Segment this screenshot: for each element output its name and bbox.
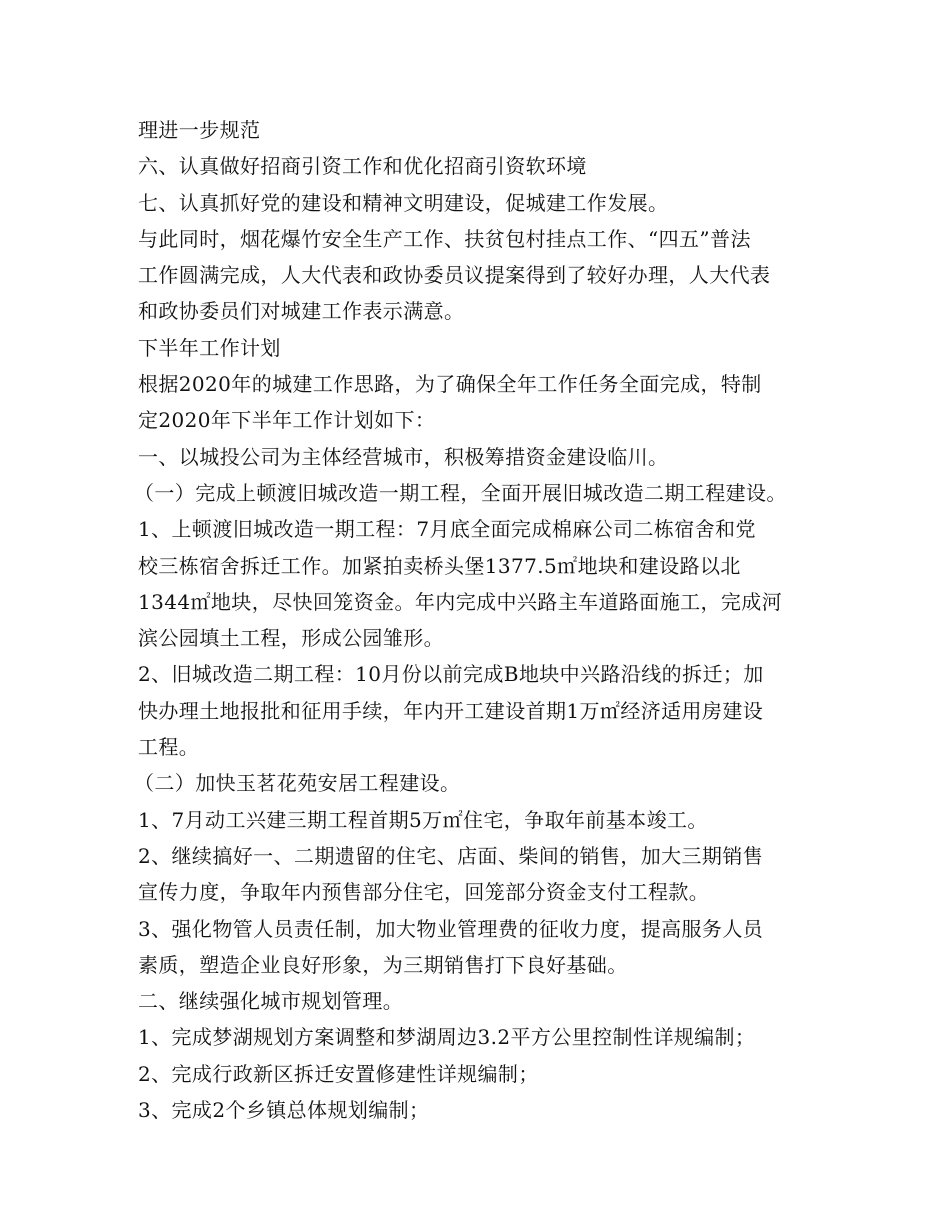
document-body — [134, 112, 828, 1128]
text-line: 快办理土地报批和征用手续，年内开工建设首期1万㎡经济适用房建设 — [138, 698, 764, 723]
text-line: 1、上顿渡旧城改造一期工程：7月底全面完成棉麻公司二栋宿舍和党 — [138, 517, 756, 542]
section-heading-1: 一、以城投公司为主体经营城市，积极筹措资金建设临川。 — [138, 444, 669, 469]
text-line: 1、7月动工兴建三期工程首期5万㎡住宅，争取年前基本竣工。 — [138, 807, 708, 832]
section-heading-6: 六、认真做好招商引资工作和优化招商引资软环境 — [138, 154, 587, 179]
subsection-heading-2: （二）加快玉茗花苑安居工程建设。 — [134, 771, 461, 796]
section-heading-2: 二、继续强化城市规划管理。 — [138, 989, 404, 1014]
text-line: 2、完成行政新区拆迁安置修建性详规编制； — [138, 1061, 539, 1086]
text-line: 1、完成梦湖规划方案调整和梦湖周边3.2平方公里控制性详规编制； — [138, 1025, 756, 1050]
text-line: 滨公园填土工程，形成公园雏形。 — [138, 626, 444, 651]
text-line: 1344㎡地块，尽快回笼资金。年内完成中兴路主车道路面施工，完成河 — [138, 589, 783, 614]
text-line: 3、强化物管人员责任制，加大物业管理费的征收力度，提高服务人员 — [138, 916, 764, 941]
text-line: 3、完成2个乡镇总体规划编制； — [138, 1098, 430, 1123]
text-line: 校三栋宿舍拆迁工作。加紧拍卖桥头堡1377.5㎡地块和建设路以北 — [138, 553, 741, 578]
text-line: 根据2020年的城建工作思路，为了确保全年工作任务全面完成，特制 — [138, 372, 762, 397]
section-heading-7: 七、认真抓好党的建设和精神文明建设，促城建工作发展。 — [138, 190, 669, 215]
text-line: 工作圆满完成，人大代表和政协委员议提案得到了较好办理，人大代表 — [138, 263, 771, 288]
text-line: 理进一步规范 — [138, 118, 261, 142]
subtitle-plan: 下半年工作计划 — [138, 335, 281, 360]
text-line: 与此同时，烟花爆竹安全生产工作、扶贫包村挂点工作、“四五”普法 — [138, 226, 751, 251]
text-line: 定2020年下半年工作计划如下： — [138, 408, 436, 433]
text-line: 2、继续搞好一、二期遗留的住宅、店面、柴间的销售，加大三期销售 — [138, 843, 764, 868]
text-line: 素质，塑造企业良好形象，为三期销售打下良好基础。 — [138, 952, 628, 977]
text-line: 2、旧城改造二期工程：10月份以前完成B地块中兴路沿线的拆迁；加 — [138, 662, 764, 687]
text-line: 工程。 — [138, 735, 200, 760]
text-line: 和政协委员们对城建工作表示满意。 — [138, 299, 465, 324]
subsection-heading-1: （一）完成上顿渡旧城改造一期工程，全面开展旧城改造二期工程建设。 — [134, 480, 787, 505]
text-line: 宣传力度，争取年内预售部分住宅，回笼部分资金支付工程款。 — [138, 880, 710, 905]
